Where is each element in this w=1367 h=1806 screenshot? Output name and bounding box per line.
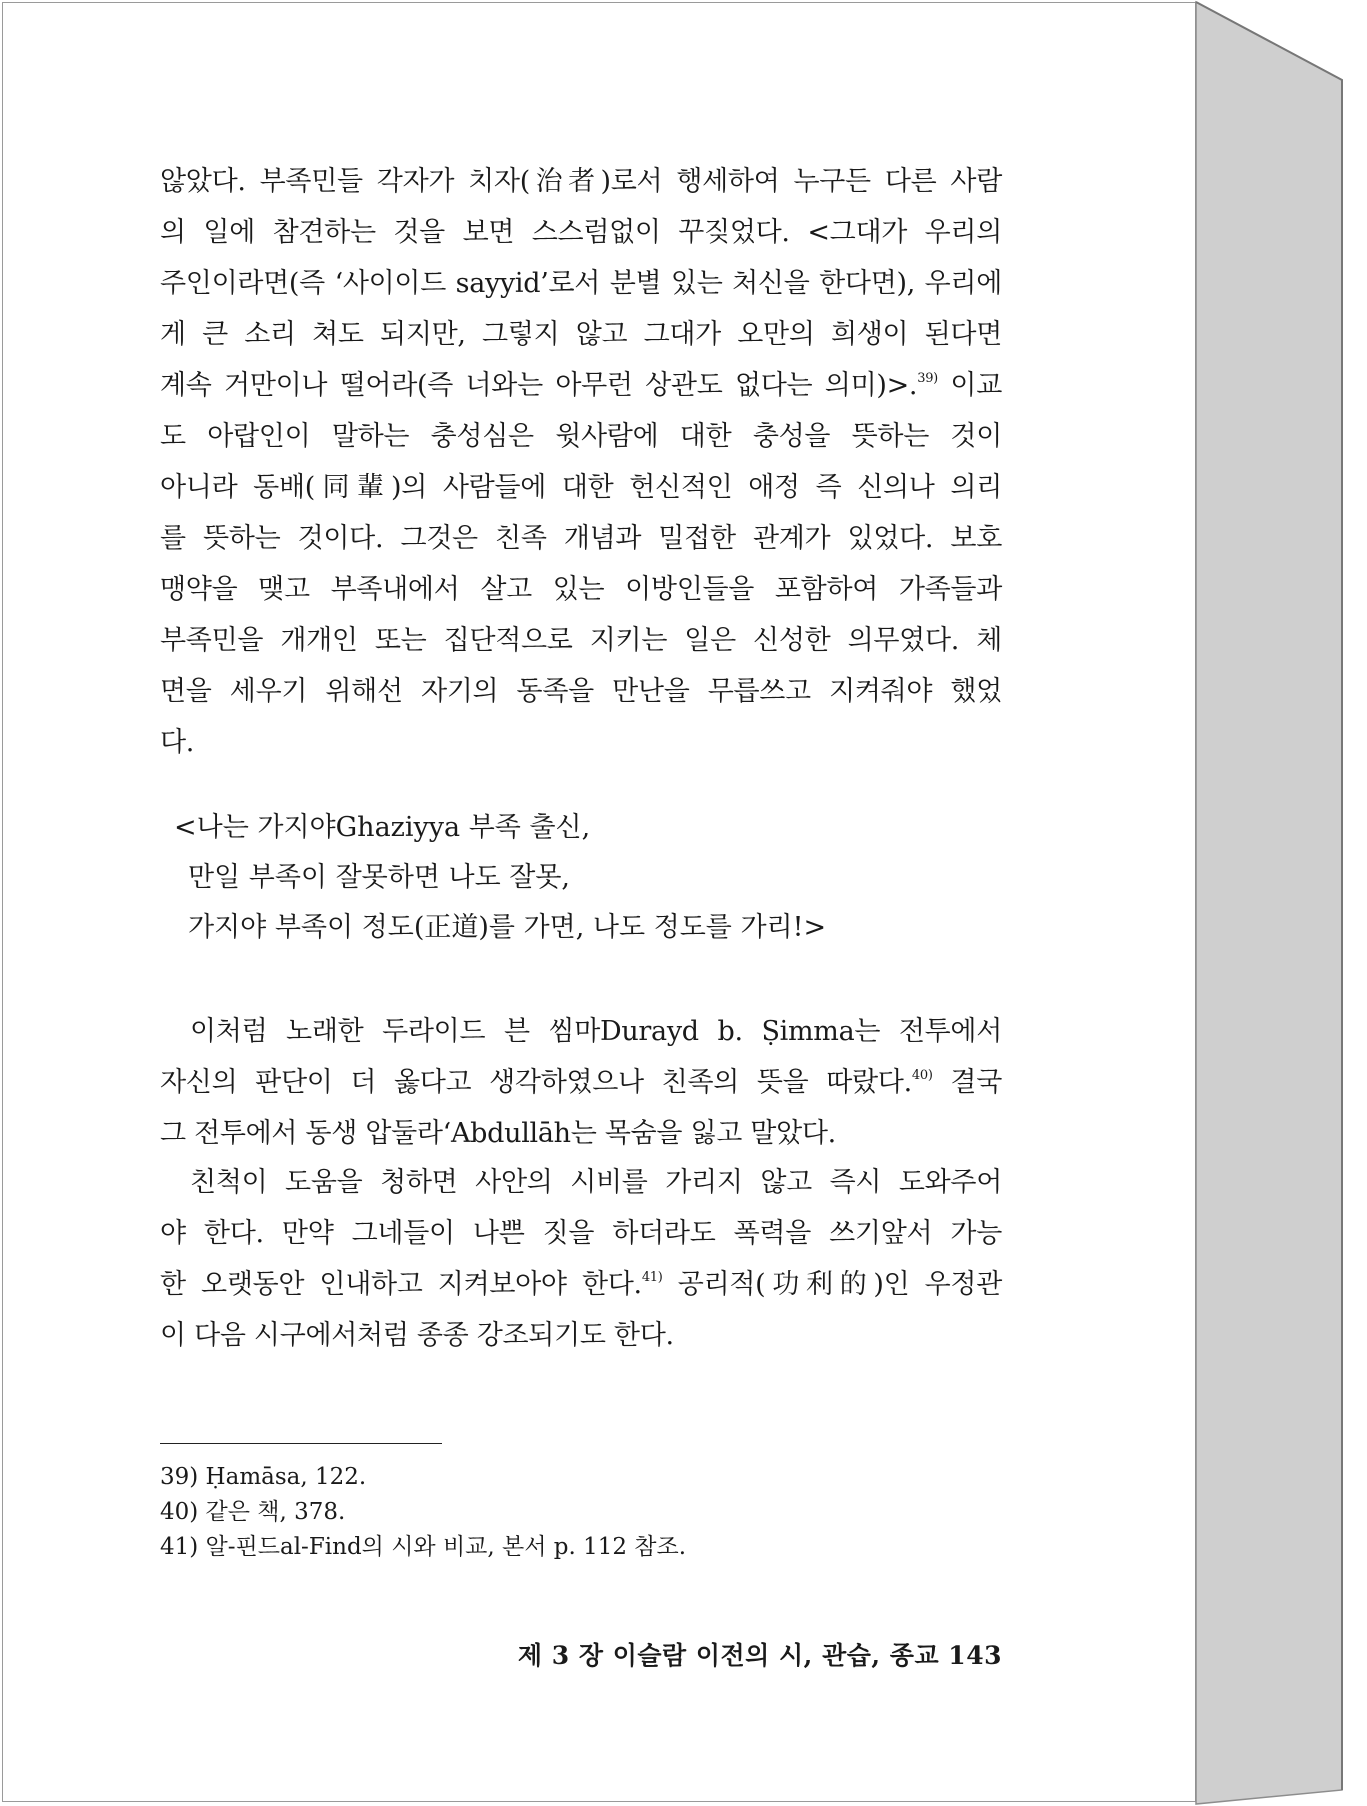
text-line: 주인이라면(즉 ‘사이이드 sayyid’로서 분별 있는 처신을 한다면), 우리에 (160, 268, 1002, 299)
text-line: 야 한다. 만약 그네들이 나쁜 짓을 하더라도 폭력을 쓰기앞서 가능 (160, 1218, 1002, 1249)
text-line: 친척이 도움을 청하면 사안의 시비를 가리지 않고 즉시 도와주어 (190, 1167, 1002, 1198)
footnotes (160, 1460, 686, 1565)
poem-block (174, 803, 826, 953)
text-line: 도 아랍인이 말하는 충성심은 윗사람에 대한 충성을 뜻하는 것이 (160, 421, 1002, 452)
text-line (160, 1057, 1002, 1108)
paragraph-2 (160, 1006, 1002, 1159)
text-segment: 이교 (937, 370, 1002, 401)
text-line: 이처럼 노래한 두라이드 븐 씸마Durayd b. Ṣimma는 전투에서 (190, 1016, 1002, 1047)
poem-line: <나는 가지야Ghaziyya 부족 출신, (174, 812, 591, 843)
text-line: 맹약을 맺고 부족내에서 살고 있는 이방인들을 포함하여 가족들과 (160, 574, 1002, 605)
text-line: 아니라 동배(同輩)의 사람들에 대한 헌신적인 애정 즉 신의나 의리 (160, 472, 1002, 503)
poem-line: 만일 부족이 잘못하면 나도 잘못, (188, 862, 570, 893)
footnote-ref-40[interactable]: 40) (911, 1068, 933, 1083)
footnote-ref-41[interactable]: 41) (641, 1270, 663, 1285)
text-line: 를 뜻하는 것이다. 그것은 친족 개념과 밀접한 관계가 있었다. 보호 (160, 523, 1002, 554)
text-line (160, 360, 1002, 411)
text-line: 않았다. 부족민들 각자가 치자(治者)로서 행세하여 누구든 다른 사람 (160, 166, 1002, 197)
footnote-separator (160, 1443, 442, 1444)
text-line: 다. (160, 727, 195, 758)
text-line: 부족민을 개개인 또는 집단적으로 지키는 일은 신성한 의무였다. 체 (160, 625, 1002, 656)
text-segment: 자신의 판단이 더 옳다고 생각하였으나 친족의 뜻을 따랐다. (160, 1067, 912, 1098)
paragraph-3 (160, 1157, 1002, 1361)
footnote-39: 39) Ḥamāsa, 122. (160, 1464, 367, 1490)
text-line: 의 일에 참견하는 것을 보면 스스럼없이 꾸짖었다. <그대가 우리의 (160, 217, 1002, 248)
poem-line: 가지야 부족이 정도(正道)를 가면, 나도 정도를 가리!> (188, 912, 827, 943)
text-line (160, 1259, 1002, 1310)
text-line: 게 큰 소리 쳐도 되지만, 그렇지 않고 그대가 오만의 희생이 된다면 (160, 319, 1002, 350)
footnote-ref-39[interactable]: 39) (917, 371, 938, 386)
text-line: 면을 세우기 위해선 자기의 동족을 만난을 무릅쓰고 지켜줘야 했었 (160, 676, 1002, 707)
paragraph-1 (160, 156, 1002, 768)
footnote-40: 40) 같은 책, 378. (160, 1499, 346, 1525)
text-segment: 한 오랫동안 인내하고 지켜보아야 한다. (160, 1269, 642, 1300)
running-footer: 제 3 장 이슬람 이전의 시, 관습, 종교 143 (517, 1641, 1002, 1670)
text-segment: 결국 (932, 1067, 1002, 1098)
text-line: 이 다음 시구에서처럼 종종 강조되기도 한다. (160, 1320, 674, 1351)
text-segment: 공리적(功利的)인 우정관 (662, 1269, 1002, 1300)
footnote-41: 41) 알-핀드al-Find의 시와 비교, 본서 p. 112 참조. (160, 1534, 687, 1560)
text-line: 그 전투에서 동생 압둘라‘Abdullāh는 목숨을 잃고 말았다. (160, 1118, 836, 1149)
text-segment: 계속 거만이나 떨어라(즉 너와는 아무런 상관도 없다는 의미)>. (160, 370, 918, 401)
